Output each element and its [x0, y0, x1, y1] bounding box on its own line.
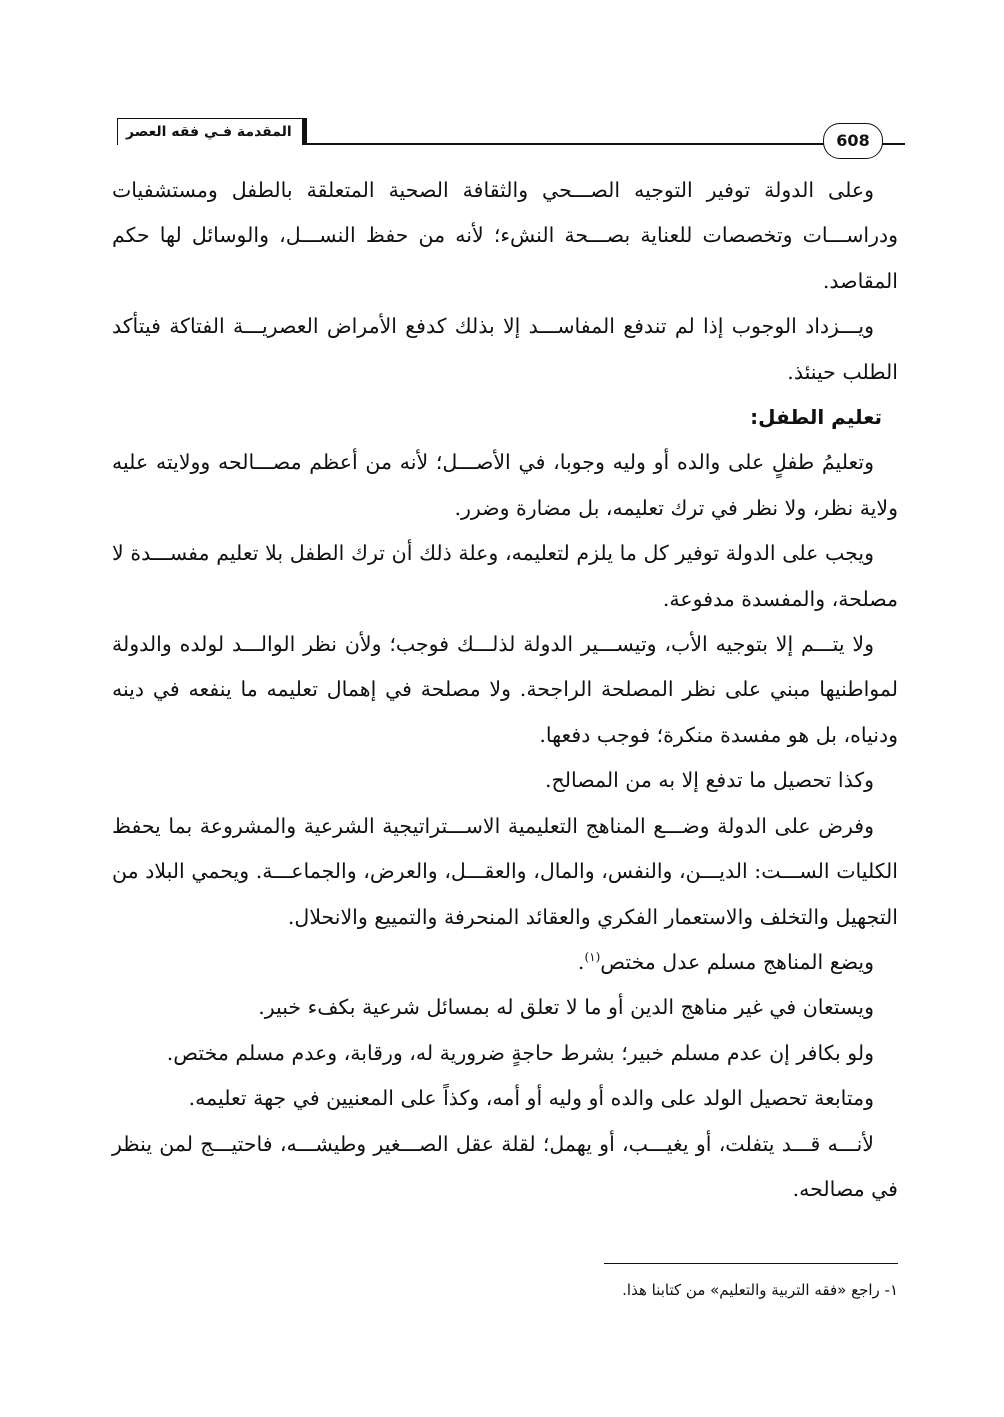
- paragraph: ويجب على الدولة توفير كل ما يلزم لتعليمه، وعلة ذلك أن ترك الطفل بلا تعليم مفســـدة لا مصلحة، والمفسدة مدفوعة.: [112, 541, 898, 611]
- paragraph: وتعليمُ طفلٍ على والده أو وليه وجوبا، في الأصـــل؛ لأنه من أعظم مصـــالحه وولايته عليه ولاية نظر، ولا نظر في ترك تعليمه، بل مضارة وضرر.: [112, 450, 898, 520]
- paragraph: ويـــزداد الوجوب إذا لم تندفع المفاســـد إلا بذلك كدفع الأمراض العصريـــة الفتاكة فيتأكد الطلب حينئذ.: [112, 314, 898, 384]
- paragraph: ولا يتـــم إلا بتوجيه الأب، وتيســـير الدولة لذلـــك فوجب؛ ولأن نظر الوالـــد لولده والدولة لمواطنيها مبني على نظر المصلحة الراجحة. ولا مصلحة في إهمال تعليمه ما ينفعه في دينه ودنياه، بل هو مفسدة منكرة؛ فوجب دفعها.: [112, 632, 898, 747]
- footnote-reference[interactable]: (١): [584, 950, 601, 965]
- page-header: [117, 113, 905, 159]
- footnote: ١- راجع «فقه التربية والتعليم» من كتابنا هذا.: [622, 1281, 898, 1299]
- running-title: المقدمة فـي فقه العصر: [117, 118, 307, 145]
- paragraph: وفرض على الدولة وضـــع المناهج التعليمية الاســـتراتيجية الشرعية والمشروعة بما يحفظ الكليات الســـت: الديـــن، والنفس، والمال، والعقـــل، والعرض، والجماعـــة. ويحمي البلاد من التجهيل والتخلف والاستعمار الفكري والعقائد المنحرفة والتمييع والانحلال.: [112, 813, 898, 929]
- paragraph: ومتابعة تحصيل الولد على والده أو وليه أو أمه، وكذاً على المعنيين في جهة تعليمه.: [188, 1086, 874, 1111]
- paragraph: ولو بكافر إن عدم مسلم خبير؛ بشرط حاجةٍ ضرورية له، ورقابة، وعدم مسلم مختص.: [166, 1040, 874, 1065]
- paragraph-text: ويضع المناهج مسلم عدل مختص: [600, 949, 874, 974]
- section-heading: تعليم الطفل:: [750, 405, 882, 430]
- page-number: 608: [823, 123, 883, 159]
- body-text: [112, 168, 898, 1212]
- paragraph-with-footnote: [112, 940, 898, 985]
- footnote-separator: [604, 1263, 898, 1264]
- paragraph: لأنـــه قـــد يتفلت، أو يغيـــب، أو يهمل؛ لقلة عقل الصـــغير وطيشـــه، فاحتيـــج لمن ينظر في مصالحه.: [112, 1131, 898, 1201]
- paragraph: وعلى الدولة توفير التوجيه الصـــحي والثقافة الصحية المتعلقة بالطفل ومستشفيات ودراســـات وتخصصات للعناية بصـــحة النشء؛ لأنه من حفظ النســـل، والوسائل لها حكم المقاصد.: [112, 178, 898, 293]
- paragraph: ويستعان في غير مناهج الدين أو ما لا تعلق له بمسائل شرعية بكفء خبير.: [258, 995, 874, 1020]
- footnotes: [112, 1277, 898, 1303]
- paragraph-end: .: [577, 949, 585, 974]
- paragraph: وكذا تحصيل ما تدفع إلا به من المصالح.: [544, 768, 874, 793]
